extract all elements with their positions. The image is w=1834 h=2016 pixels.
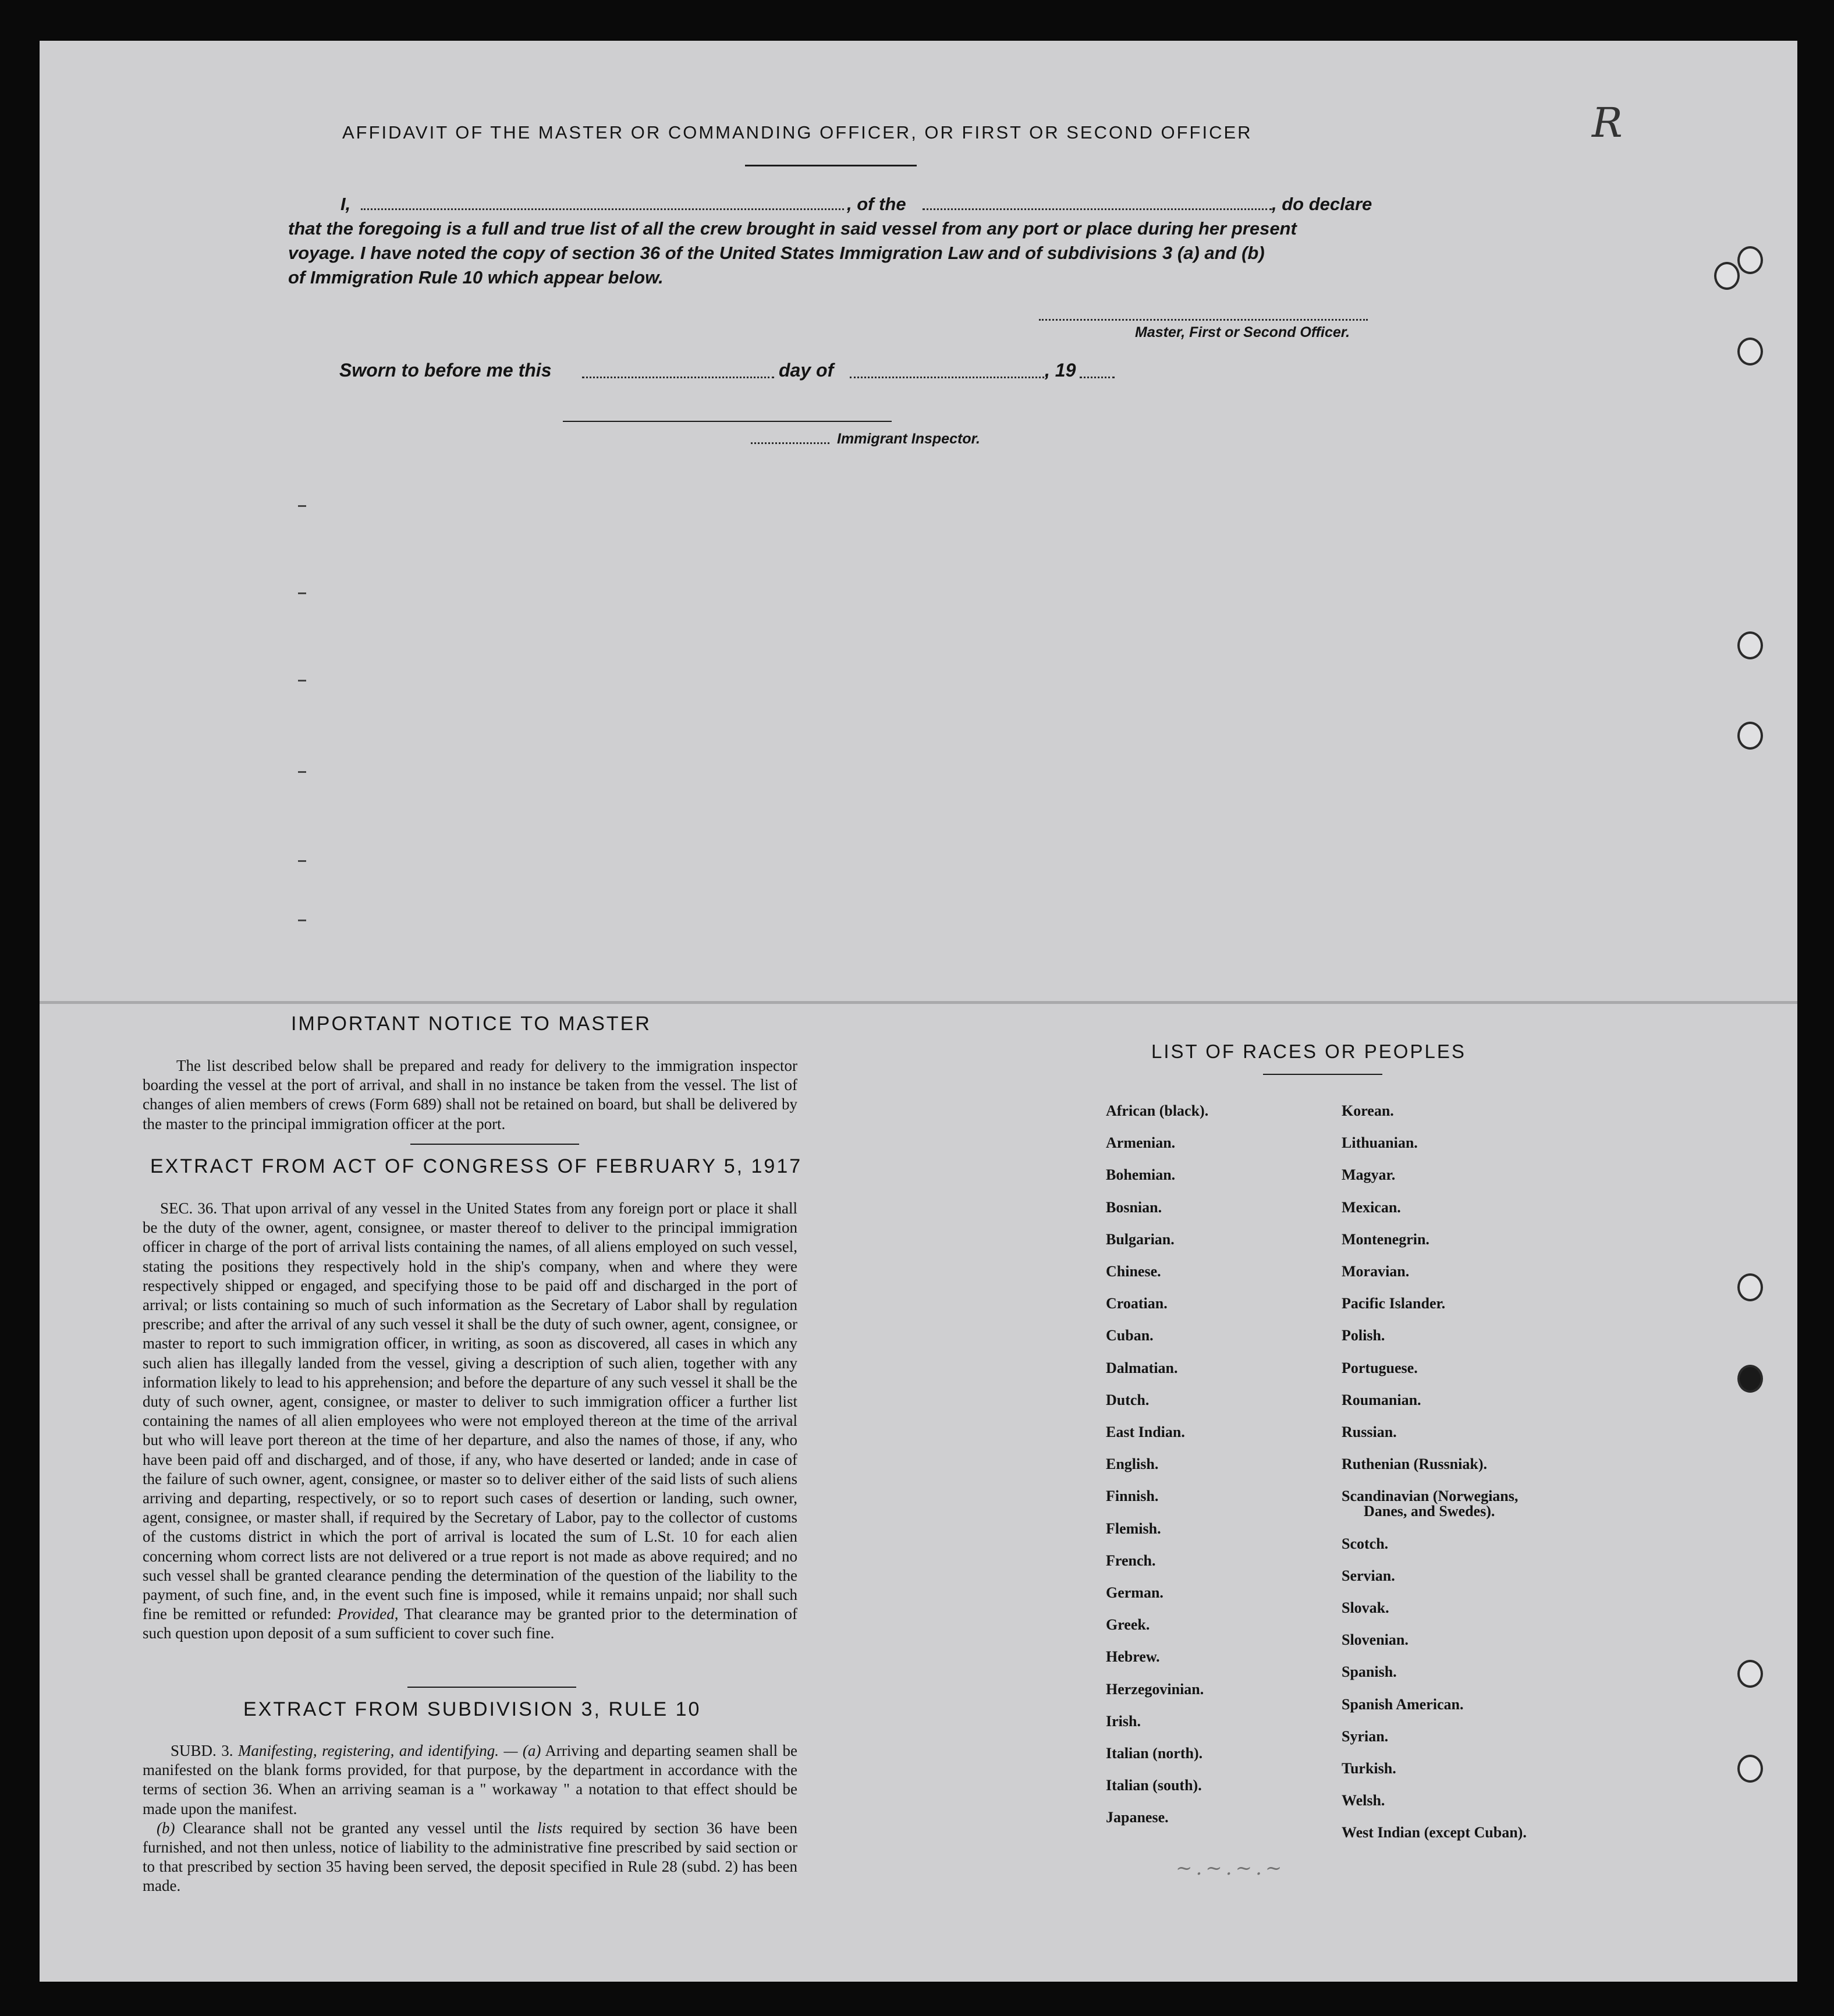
master-signature-caption: Master, First or Second Officer. <box>1135 324 1350 340</box>
act-sec-label: SEC. 36. <box>160 1199 218 1217</box>
officer-name-blank[interactable] <box>361 208 844 210</box>
race-item: Spanish. <box>1342 1663 1397 1681</box>
race-item: Turkish. <box>1342 1760 1396 1777</box>
race-item: Scotch. <box>1342 1535 1389 1552</box>
punch-hole <box>1737 338 1763 365</box>
act-rule <box>407 1687 576 1688</box>
race-item: Herzegovinian. <box>1106 1680 1204 1698</box>
race-item: Lithuanian. <box>1342 1134 1418 1152</box>
handwritten-mark: R <box>1592 99 1623 147</box>
margin-tick <box>298 505 306 507</box>
race-item: Finnish. <box>1106 1488 1159 1505</box>
affidavit-line2: that the foregoing is a full and true list of all the crew brought in said vessel from any port or place during her present <box>288 218 1297 239</box>
inspector-signature-line <box>563 421 892 422</box>
races-heading: LIST OF RACES OR PEOPLES <box>1151 1041 1466 1062</box>
race-item: Ruthenian (Russniak). <box>1342 1456 1487 1473</box>
notice-heading: IMPORTANT NOTICE TO MASTER <box>291 1013 651 1035</box>
affidavit-i: I, <box>340 194 351 214</box>
master-signature-line[interactable] <box>1039 319 1368 321</box>
subd-para-b-2: required by section 36 have been furnished, and not then unless, notice of liability to the administrative fine prescribed by said section or to that prescribed by section 35 having been served, the deposit specified in Rule 28 (subd. 2) has been made. <box>143 1819 798 1895</box>
punch-hole <box>1737 246 1763 274</box>
races-right-column <box>1342 1102 1609 1841</box>
vessel-name-blank[interactable] <box>923 208 1272 210</box>
act-body-end: That clearance may be granted prior to the determination of such question upon deposit of a sum sufficient to cover such fine. <box>143 1605 798 1642</box>
race-item: Hebrew. <box>1106 1648 1160 1666</box>
punch-hole <box>1737 1660 1763 1688</box>
affidavit-title: AFFIDAVIT OF THE MASTER OR COMMANDING OFFICER, OR FIRST OR SECOND OFFICER <box>342 122 1253 143</box>
race-item: Magyar. <box>1342 1166 1396 1184</box>
affidavit-do-declare: , do declare <box>1272 194 1372 214</box>
race-item: Welsh. <box>1342 1792 1385 1809</box>
race-item: English. <box>1106 1456 1159 1473</box>
affidavit-line4: of Immigration Rule 10 which appear below. <box>288 267 664 288</box>
notice-text: The list described below shall be prepared and ready for delivery to the immigration inspector boarding the vessel at the port of arrival, and shall in no instance be taken from the vessel. The list of changes of alien members of crews (Form 689) shall not be retained on board, but shall be delivered by the master to the principal immigration officer at the port. <box>143 1057 797 1133</box>
race-item: Armenian. <box>1106 1134 1176 1152</box>
race-item: German. <box>1106 1584 1163 1601</box>
margin-tick <box>298 771 306 773</box>
race-item: Slovenian. <box>1342 1631 1409 1649</box>
margin-tick <box>298 860 306 862</box>
race-item: Italian (north). <box>1106 1745 1203 1762</box>
affidavit-of-the: , of the <box>847 194 906 214</box>
sworn-prefix: Sworn to before me this <box>339 360 552 381</box>
subd-b-label: (b) <box>157 1819 175 1837</box>
act-heading: EXTRACT FROM ACT OF CONGRESS OF FEBRUARY 5, 1917 <box>150 1155 803 1177</box>
race-item: Spanish American. <box>1342 1695 1464 1713</box>
subd-heading: EXTRACT FROM SUBDIVISION 3, RULE 10 <box>243 1698 701 1720</box>
race-item: Italian (south). <box>1106 1777 1202 1794</box>
subd-para-b-lists: lists <box>537 1819 563 1837</box>
race-item: Moravian. <box>1342 1263 1410 1280</box>
sworn-year: , 19 <box>1045 360 1076 381</box>
race-item: French. <box>1106 1552 1156 1569</box>
race-item: Flemish. <box>1106 1520 1161 1537</box>
race-item: Pacific Islander. <box>1342 1295 1446 1312</box>
punch-hole <box>1737 1755 1763 1783</box>
sworn-day-blank[interactable] <box>582 377 774 378</box>
sworn-year-blank[interactable] <box>1080 377 1115 378</box>
sworn-month-blank[interactable] <box>850 377 1048 378</box>
race-item: Montenegrin. <box>1342 1230 1429 1248</box>
title-rule <box>745 165 917 166</box>
margin-tick <box>298 680 306 682</box>
subd-text <box>143 1741 797 1896</box>
race-item: Scandinavian (Norwegians, <box>1342 1488 1519 1505</box>
race-item: Slovak. <box>1342 1599 1389 1616</box>
race-item: Danes, and Swedes). <box>1364 1503 1495 1520</box>
subd-label: SUBD. 3. <box>171 1742 233 1759</box>
act-text <box>143 1199 797 1644</box>
punch-hole <box>1737 722 1763 750</box>
notice-rule <box>410 1144 579 1145</box>
race-item: Russian. <box>1342 1424 1397 1440</box>
sworn-day-of: day of <box>779 360 834 381</box>
race-item: Korean. <box>1342 1102 1394 1119</box>
race-item: Roumanian. <box>1342 1391 1421 1408</box>
affidavit-line3: voyage. I have noted the copy of section 36 of the United States Immigration Law and of subdivisions 3 (a) and (b) <box>288 243 1265 263</box>
race-item: Mexican. <box>1342 1198 1401 1216</box>
act-body: That upon arrival of any vessel in the United States from any foreign port or place it shall be the duty of the owner, agent, consignee, or master thereof to deliver to the principal immigration officer in charge of the port of arrival lists containing the names, of all aliens employed on such vessel, stating the positions they respectively hold in the ship's company, when and where they were respectively shipped or engaged, and specifying those to be paid off and discharged in the port of arrival; or lists containing so much of such information as the Secretary of Labor shall by regulation prescribe; and after the arrival of any such vessel it shall be the duty of such owner, agent, consignee, or master to report to such immigration officer, in writing, as soon as discovered, all cases in which any such alien has illegally landed from the vessel, giving a description of such alien, together with any information likely to lead to his apprehension; and before the departure of any such vessel it shall be the duty of such owner, agent, consignee, or master to deliver to such immigration officer a further list containing the names of all alien employees who were not employed thereon at the time of the arrival but who will leave port thereon at the time of her departure, and also the names of those, if any, who have been paid off and discharged, and of those, if any, who have deserted or landed; ande in case of the failure of such owner, agent, consignee, or master so to deliver either of the said lists of such aliens arriving and departing, respectively, or so to report such cases of desertion or landing, such owner, agent, consignee, or master shall, if required by the Secretary of Labor, pay to the collector of customs of the customs district in which the port of arrival is located the sum of L.St. 10 for each alien concerning whom correct lists are not delivered or a true report is not made as above required; and no such vessel shall be granted clearance pending the determination of the question of the liability to the payment, of such fine, and, in the event such fine is imposed, while it remains unpaid; nor shall such fine be remitted or refunded: <box>143 1199 797 1623</box>
subd-para-a: Arriving and departing seamen shall be manifested on the blank forms provided, for that purpose, by the department in accordance with the terms of section 36. When an arriving seaman is a " workaway " a notation to that effect should be made upon the manifest. <box>143 1742 798 1818</box>
race-item: Japanese. <box>1106 1809 1169 1826</box>
punch-hole <box>1737 1365 1763 1393</box>
race-item: Dutch. <box>1106 1391 1150 1408</box>
race-item: Polish. <box>1342 1327 1385 1344</box>
races-left-column <box>1106 1103 1280 1836</box>
race-item: Irish. <box>1106 1712 1141 1730</box>
race-item: Bulgarian. <box>1106 1230 1175 1248</box>
inspector-dotted-line[interactable] <box>751 442 829 444</box>
race-item: Dalmatian. <box>1106 1359 1178 1376</box>
act-provided: Provided, <box>337 1605 399 1623</box>
race-item: West Indian (except Cuban). <box>1342 1824 1527 1841</box>
page-fold <box>40 1001 1797 1004</box>
races-rule <box>1263 1074 1382 1075</box>
faint-handwriting: ~.~.~.~ <box>1176 1857 1286 1880</box>
race-item: African (black). <box>1106 1102 1209 1119</box>
race-item: Cuban. <box>1106 1327 1154 1344</box>
margin-tick <box>298 592 306 594</box>
race-item: Bohemian. <box>1106 1166 1176 1184</box>
race-item: Croatian. <box>1106 1295 1168 1312</box>
race-item: Chinese. <box>1106 1263 1161 1280</box>
punch-hole <box>1737 1273 1763 1301</box>
affidavit-body <box>288 192 1394 290</box>
subd-title: Manifesting, registering, and identifying. — (a) <box>237 1742 541 1759</box>
race-item: Greek. <box>1106 1616 1150 1634</box>
punch-hole <box>1737 631 1763 659</box>
punch-hole <box>1714 262 1740 290</box>
inspector-caption: Immigrant Inspector. <box>837 431 980 447</box>
race-item: East Indian. <box>1106 1424 1185 1440</box>
subd-para-b-1: Clearance shall not be granted any vessel until the <box>183 1819 530 1837</box>
race-item: Syrian. <box>1342 1727 1389 1745</box>
race-item: Portuguese. <box>1342 1359 1418 1376</box>
margin-tick <box>298 920 306 921</box>
race-item: Bosnian. <box>1106 1198 1162 1216</box>
race-item: Servian. <box>1342 1567 1395 1584</box>
